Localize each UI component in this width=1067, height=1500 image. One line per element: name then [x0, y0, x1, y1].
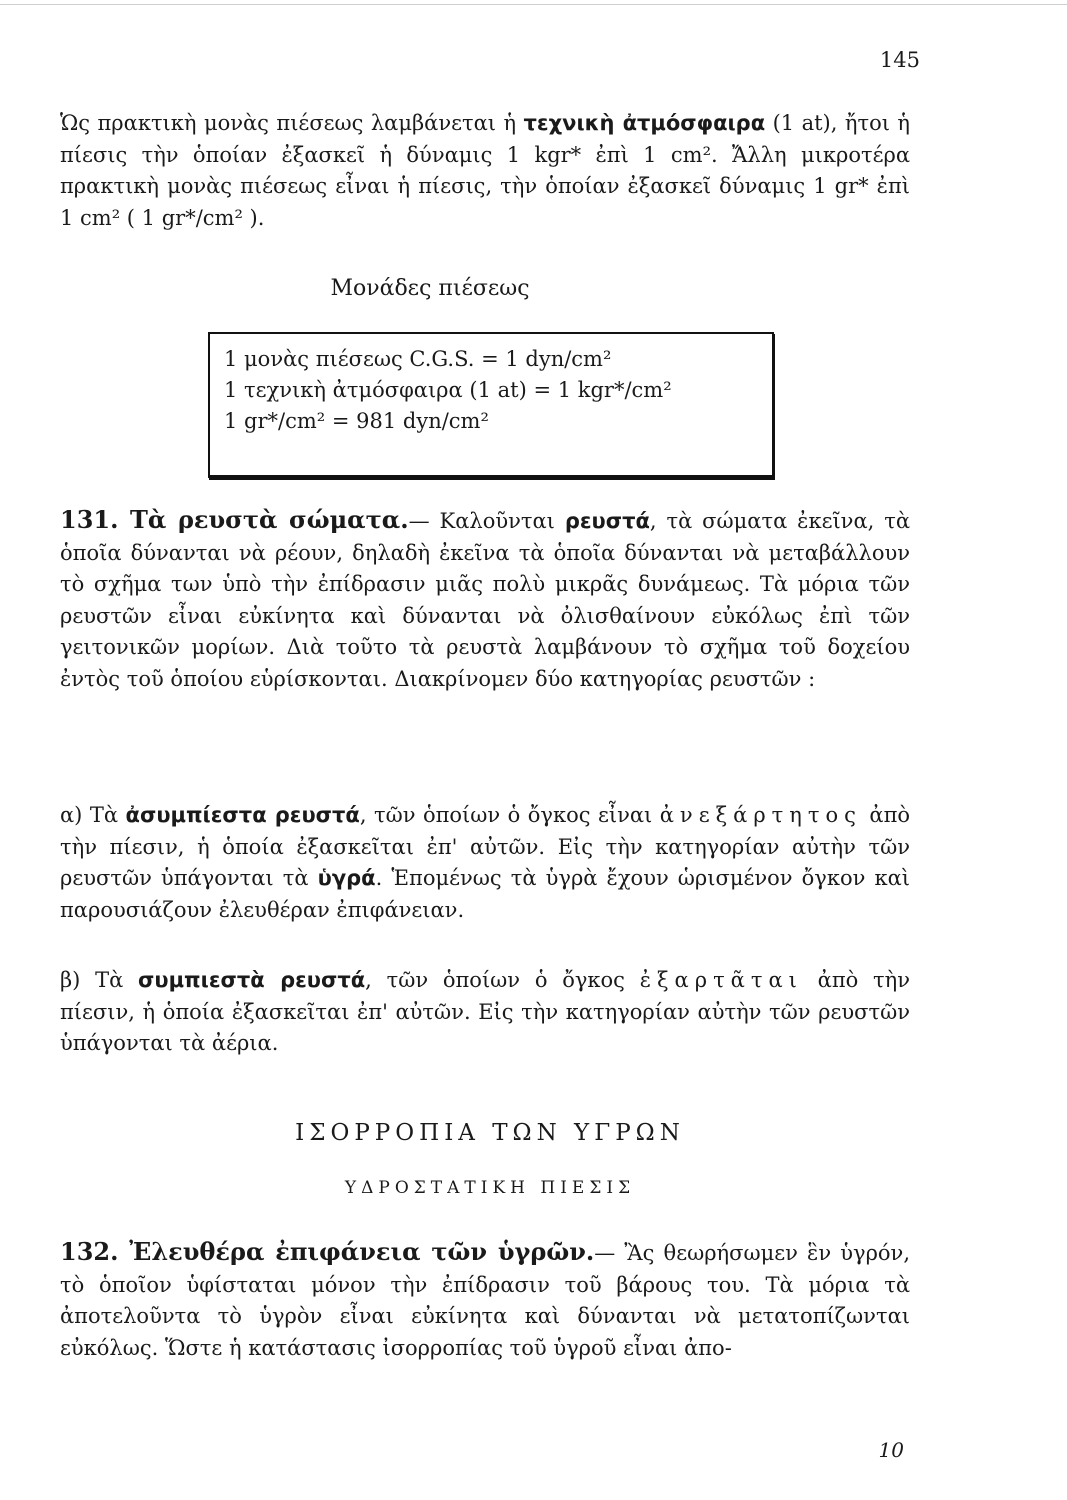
folio-signature: 10 — [878, 1438, 904, 1462]
para3-text-b: , τῶν ὁποίων ὁ ὄγκος εἶναι — [359, 803, 660, 827]
para4-text-c: ἀπὸ τὴν πίεσιν, ἡ ὁποία ἐξασκεῖται ἐπ' αὐτῶν. Εἰς τὴν κατηγορίαν αὐτὴν τῶν ρευστῶν ὑπάγονται τὰ ἀέρια. — [60, 968, 911, 1055]
para3-spaced-term: ἀνεξάρτητος — [659, 803, 862, 827]
para2-bold-term: ρευστά — [564, 509, 650, 533]
para3-text-c: ἀπὸ τὴν πίεσιν, ἡ ὁποία ἐξασκεῖται ἐπ' αὐτῶν. Εἰς τὴν κατηγορίαν αὐτὴν τῶν ρευστῶν ὑπάγονται τὰ — [60, 803, 911, 890]
top-rule — [0, 4, 1067, 5]
units-row-cgs: 1 μονὰς πιέσεως C.G.S. = 1 dyn/cm² — [224, 347, 612, 371]
para2-text-a: — Καλοῦνται — [408, 509, 565, 533]
para4-text-b: , τῶν ὁποίων ὁ ὄγκος — [365, 968, 640, 992]
para5-text: — Ἂς θεωρήσωμεν ἓν ὑγρόν, τὸ ὁποῖον ὑφίσταται μόνον τὴν ἐπίδρασιν τοῦ βάρους του. Τὰ μόρια τὰ ἀποτελοῦντα τὸ ὑγρὸν εἶναι εὐκίνητα καὶ δύνανται νὰ μετατοπίζωνται εὐκόλως. Ὥστε ἡ κατάστασις ἰσορροπίας τοῦ ὑγροῦ εἶναι ἀπο- — [60, 1241, 910, 1360]
para1-text-a: Ὡς πρακτικὴ μονὰς πιέσεως λαμβάνεται ἡ — [60, 111, 524, 135]
para3-bold-term: ἀσυμπίεστα ρευστά — [125, 803, 360, 827]
paragraph-compressible — [60, 965, 910, 1060]
section-title: ΙΣΟΡΡΟΠΙΑ ΤΩΝ ΥΓΡΩΝ — [295, 1120, 685, 1146]
para3-text-a: α) Τὰ — [60, 803, 126, 827]
para2-text-b: , τὰ σώματα ἐκεῖνα, τὰ ὁποῖα δύνανται νὰ ρέουν, δηλαδὴ ἐκεῖνα τὰ ὁποῖα δύνανται νὰ μεταβάλλουν τὸ σχῆμα των ὑπὸ τὴν ἐπίδρασιν μιᾶς πολὺ μικρᾶς δυνάμεως. Τὰ μόρια τῶν ρευστῶν εἶναι εὐκίνητα καὶ δύνανται νὰ ὀλισθαίνουν εὐκόλως ἐπὶ τῶν γειτονικῶν μορίων. Διὰ τοῦτο τὰ ρευστὰ λαμβάνουν τὸ σχῆμα τοῦ δοχείου ἐντὸς τοῦ ὁποίου εὑρίσκονται. Διακρίνομεν δύο κατηγορίας ρευστῶν : — [60, 509, 910, 691]
page-number: 145 — [879, 48, 920, 72]
section-131-heading: 131. Τὰ ρευστὰ σώματα. — [60, 505, 409, 534]
box-title: Μονάδες πιέσεως — [330, 276, 530, 301]
section-132-heading: 132. Ἐλευθέρα ἐπιφάνεια τῶν ὑγρῶν. — [60, 1237, 595, 1266]
paragraph-131 — [60, 504, 910, 695]
para4-text-a: β) Τὰ — [60, 968, 139, 992]
units-row-gram: 1 gr*/cm² = 981 dyn/cm² — [224, 409, 489, 433]
para4-spaced-term: ἐξαρτᾶται — [639, 968, 803, 992]
paragraph-technical-atmosphere — [60, 108, 910, 234]
units-row-atmosphere: 1 τεχνικὴ ἀτμόσφαιρα (1 at) = 1 kgr*/cm² — [224, 378, 672, 402]
para3-bold-liquids: ὑγρά — [317, 866, 376, 890]
para1-text-b: (1 at), ἤτοι ἡ πίεσις τὴν ὁποίαν ἐξασκεῖ ἡ δύναμις 1 kgr* ἐπὶ 1 cm². Ἄλλη μικροτέρα πρακτικὴ μονὰς πιέσεως εἶναι ἡ πίεσις, τὴν ὁποίαν ἐξασκεῖ δύναμις 1 gr* ἐπὶ 1 cm² ( 1 gr*/cm² ). — [60, 111, 910, 230]
para1-bold-term: τεχνικὴ ἀτμόσφαιρα — [523, 111, 766, 135]
section-subtitle: ΥΔΡΟΣΤΑΤΙΚΗ ΠΙΕΣΙΣ — [344, 1178, 636, 1198]
paragraph-132 — [60, 1236, 910, 1364]
para4-bold-term: συμπιεστὰ ρευστά — [138, 968, 366, 992]
units-box — [208, 332, 774, 478]
paragraph-incompressible — [60, 800, 910, 926]
para3-text-d: . Ἑπομένως τὰ ὑγρὰ ἔχουν ὡρισμένον ὄγκον καὶ παρουσιάζουν ἐλευθέραν ἐπιφάνειαν. — [60, 866, 910, 922]
